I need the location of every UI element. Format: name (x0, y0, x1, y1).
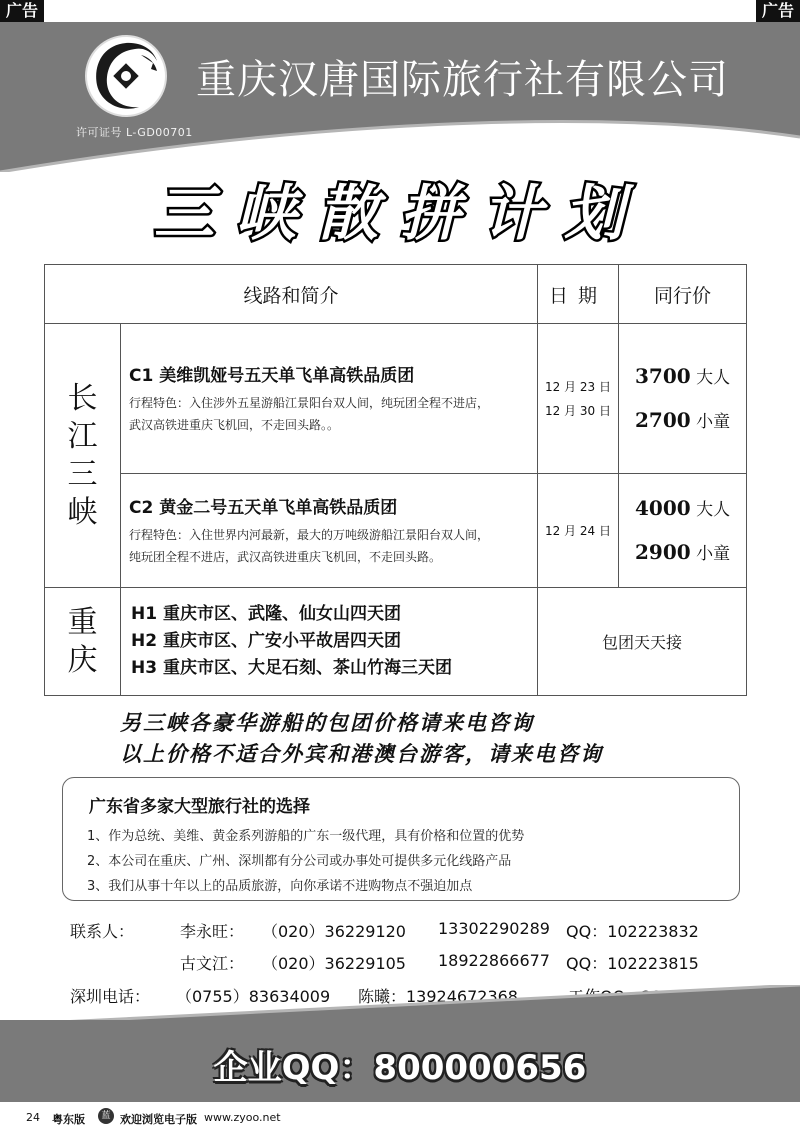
header-price: 同行价 (619, 265, 747, 324)
table-header-row (45, 265, 747, 324)
table-row (45, 474, 747, 588)
contact-qq: QQ：102223815 (566, 954, 699, 973)
contact-name: 李永旺： (180, 922, 245, 941)
advantages-box (62, 777, 740, 901)
page-footer (0, 1104, 800, 1129)
notice-line: 另三峡各豪华游船的包团价格请来电咨询 (120, 710, 534, 735)
table-row (45, 324, 747, 474)
list-item: 2、本公司在重庆、广州、深圳都有分公司或办事处可提供多元化线路产品 (87, 854, 512, 869)
contact-tel: （020）36229120 (262, 922, 406, 941)
enterprise-qq: 企业QQ：800000656 (213, 1048, 587, 1088)
ad-label-left: 广告 (0, 0, 44, 22)
route-desc: 纯玩团全程不进店，武汉高铁进重庆飞机回，不走回头路。 (129, 550, 442, 564)
shenzhen-tel: （0755）83634009 (176, 987, 331, 1006)
contacts-label: 联系人： (70, 922, 135, 941)
list-item: H2 重庆市区、广安小平故居四天团 (131, 631, 401, 651)
route-c1 (121, 324, 538, 474)
contact-name: 古文江： (180, 954, 245, 973)
company-logo-icon (83, 33, 169, 119)
bottom-curve (0, 985, 800, 1025)
notice-line: 以上价格不适合外宾和港澳台游客，请来电咨询 (120, 741, 603, 766)
main-title (120, 172, 680, 252)
adult-price: 4000 (635, 495, 691, 520)
route-prices: 3700 大人 2700 小童 (619, 324, 747, 474)
list-item: 1、作为总统、美维、黄金系列游船的广东一级代理，具有价格和位置的优势 (87, 829, 525, 844)
route-desc: 行程特色：入住涉外五星游船江景阳台双人间，纯玩团全程不进店， (129, 396, 490, 410)
adult-price: 3700 (635, 363, 691, 388)
edition-badge-icon: 蓝 (98, 1108, 114, 1124)
child-price: 2700 (635, 407, 691, 432)
route-dates: 12 月 24 日 (538, 474, 619, 588)
contact-qq: QQ：102223832 (566, 922, 699, 941)
ad-label-right: 广告 (756, 0, 800, 22)
route-c2 (121, 474, 538, 588)
header-route: 线路和简介 (45, 265, 538, 324)
chongqing-routes (121, 588, 538, 696)
region-yangtze: 长 江 三 峡 (45, 324, 121, 588)
list-item: H3 重庆市区、大足石刻、茶山竹海三天团 (131, 658, 452, 678)
child-price: 2900 (635, 539, 691, 564)
page-number: 24 (26, 1111, 40, 1124)
header-date: 日期 (538, 265, 619, 324)
advantages-title: 广东省多家大型旅行社的选择 (89, 797, 310, 817)
route-title: C1 美维凯娅号五天单飞单高铁品质团 (129, 366, 415, 386)
license-number: 许可证号 L-GD00701 (76, 126, 193, 139)
list-item: H1 重庆市区、武隆、仙女山四天团 (131, 604, 401, 624)
region-chongqing: 重 庆 (45, 588, 121, 696)
edition-label: 粤东版 (52, 1113, 85, 1126)
route-dates: 12 月 23 日 12 月 30 日 (538, 324, 619, 474)
company-name: 重庆汉唐国际旅行社有限公司 (196, 57, 729, 103)
list-item: 3、我们从事十年以上的品质旅游，向你承诺不进购物点不强迫加点 (87, 879, 473, 894)
route-desc: 武汉高铁进重庆飞机回，不走回头路。。 (129, 418, 340, 432)
contact-mobile: 18922866677 (438, 951, 550, 970)
route-desc: 行程特色：入住世界内河最新，最大的万吨级游船江景阳台双人间， (129, 528, 490, 542)
daily-pickup: 包团天天接 (538, 588, 747, 696)
table-row (45, 588, 747, 696)
site-url[interactable]: www.zyoo.net (204, 1111, 281, 1124)
route-title: C2 黄金二号五天单飞单高铁品质团 (129, 498, 398, 518)
itinerary-table (44, 264, 747, 696)
contact-tel: （020）36229105 (262, 954, 406, 973)
shenzhen-label: 深圳电话： (70, 987, 151, 1006)
welcome-text: 欢迎浏览电子版 (120, 1113, 197, 1126)
main-title-text: 三峡散拼计划 (154, 179, 646, 249)
contact-mobile: 13302290289 (438, 919, 550, 938)
shenzhen-contact: 陈曦：13924672368 (358, 987, 518, 1006)
route-prices: 4000 大人 2900 小童 (619, 474, 747, 588)
